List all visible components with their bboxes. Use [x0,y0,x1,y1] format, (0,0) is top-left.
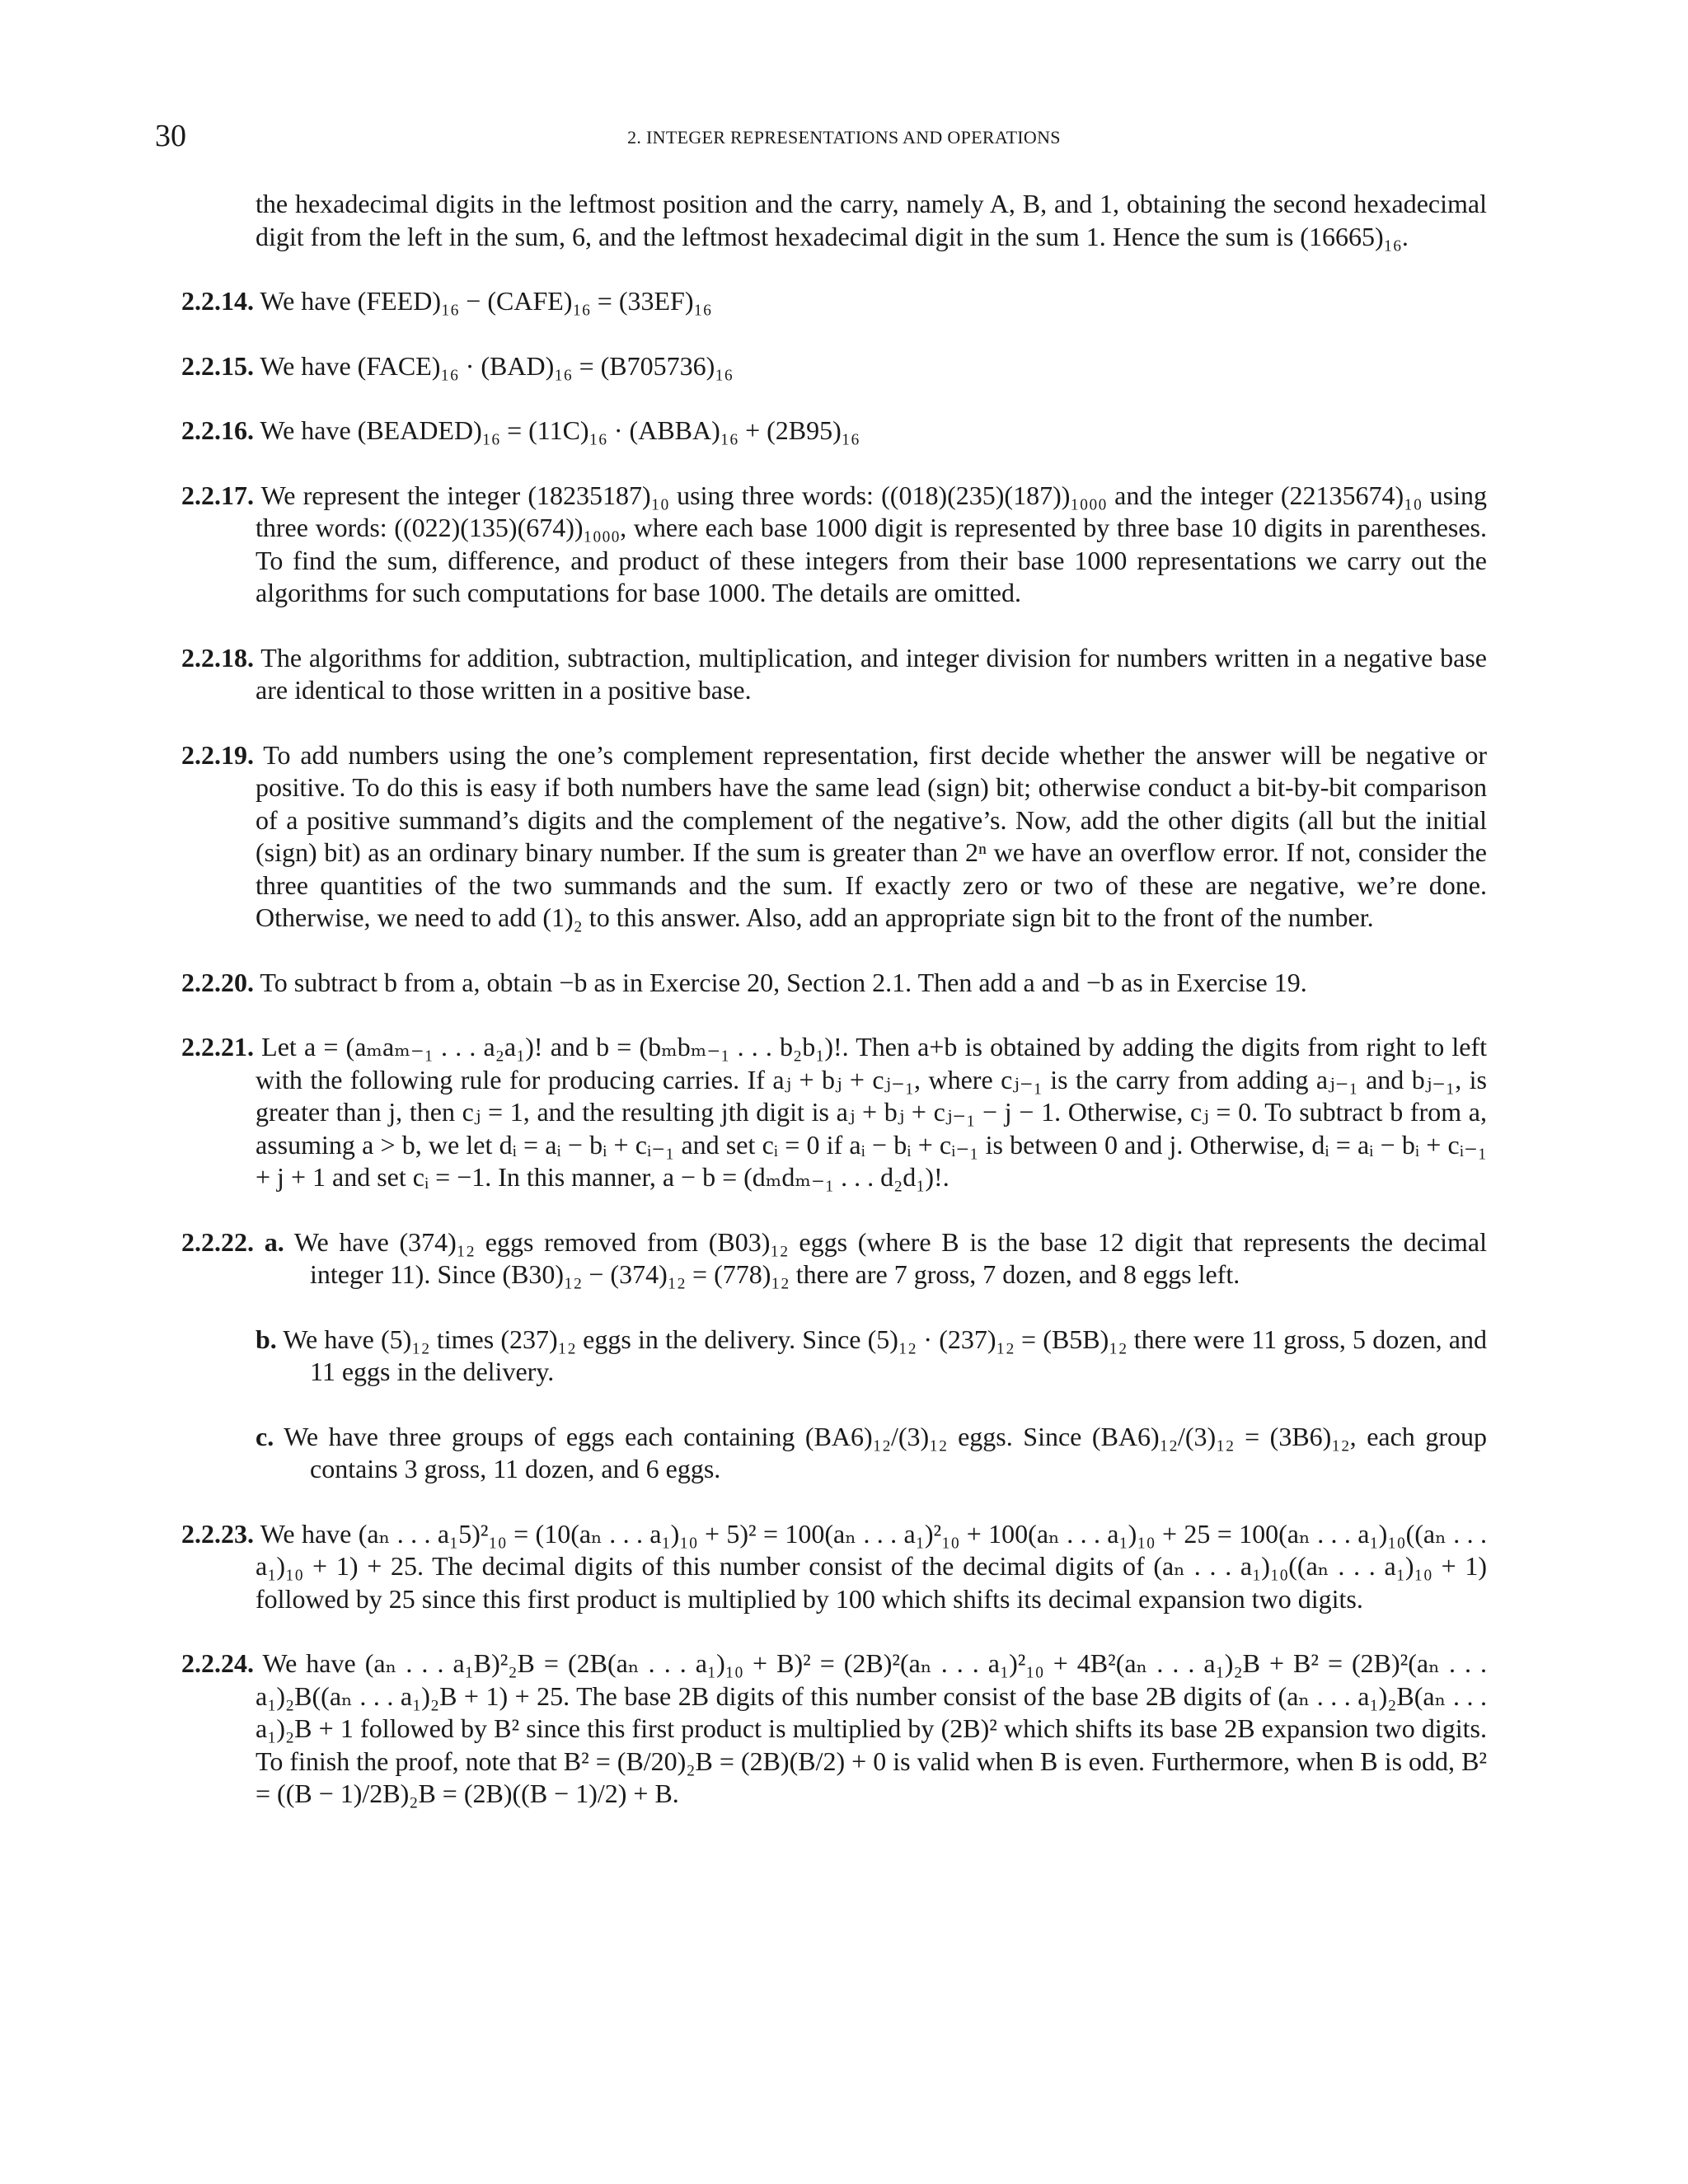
solutions-body [181,188,1487,1843]
exercise-2-2-22c [181,1421,1487,1486]
exercise-text: To subtract b from a, obtain −b as in Exercise 20, Section 2.1. Then add a and −b as in Exercise 19. [260,967,1307,997]
exercise-2-2-20 [181,967,1487,1000]
exercise-text: We have (aₙ . . . a₁5)²₁₀ = (10(aₙ . . . a₁)₁₀ + 5)² = 100(aₙ . . . a₁)²₁₀ + 100(aₙ . . . a₁)₁₀ + 25 = 100(aₙ . . . a₁)₁₀((aₙ . . . a₁)₁₀ + 1) + 25. The decimal digits of this number consist of the decimal digits of (aₙ . . . a₁)₁₀((aₙ . . . a₁)₁₀ + 1) followed by 25 since this first product is multiplied by 100 which shifts its decimal expansion two digits. [256,1518,1488,1614]
exercise-number: 2.2.18. [181,642,254,673]
exercise-part-label: b. [256,1324,277,1354]
exercise-2-2-24 [181,1647,1487,1811]
exercise-2-2-15 [181,350,1487,383]
exercise-number: 2.2.20. [181,967,254,997]
exercise-text: We have three groups of eggs each containing (BA6)₁₂/(3)₁₂ eggs. Since (BA6)₁₂/(3)₁₂ = (3B6)₁₂, each group contains 3 gross, 11 dozen, and 6 eggs. [284,1421,1488,1483]
exercise-number: 2.2.14. [181,286,254,316]
exercise-number: 2.2.21. [181,1032,254,1062]
exercise-number: 2.2.17. [181,480,254,510]
exercise-text: The algorithms for addition, subtraction, multiplication, and integer division for numbers written in a negative base are identical to those written in a positive base. [256,642,1488,705]
exercise-2-2-18 [181,642,1487,707]
exercise-2-2-23 [181,1518,1487,1616]
paragraph-text: the hexadecimal digits in the leftmost position and the carry, namely A, B, and 1, obtaining the second hexadecimal digit from the left in the sum, 6, and the leftmost hexadecimal digit in the sum 1. Hence the sum is (16665)₁₆. [256,189,1487,251]
continued-paragraph [181,188,1487,253]
exercise-text: We have (BEADED)₁₆ = (11C)₁₆ · (ABBA)₁₆ + (2B95)₁₆ [260,415,860,445]
exercise-2-2-17 [181,480,1487,610]
exercise-number: 2.2.16. [181,415,254,445]
running-title: 2. INTEGER REPRESENTATIONS AND OPERATIONS [627,127,1061,148]
exercise-text: We represent the integer (18235187)₁₀ using three words: ((018)(235)(187))₁₀₀₀ and the integer (22135674)₁₀ using three words: ((022)(135)(674))₁₀₀₀, where each base 1000 digit is represented by three base 10 digits in parentheses. To find the sum, difference, and product of these integers from their base 1000 representations we carry out the algorithms for such computations for base 1000. The details are omitted. [256,480,1488,607]
exercise-text: We have (aₙ . . . a₁B)²₂B = (2B(aₙ . . . a₁)₁₀ + B)² = (2B)²(aₙ . . . a₁)²₁₀ + 4B²(aₙ . . . a₁)₂B + B² = (2B)²(aₙ . . . a₁)₂B((aₙ . . . a₁)₂B + 1) + 25. The base 2B digits of this number consist of the base 2B digits of (aₙ . . . a₁)₂B(aₙ . . . a₁)₂B + 1 followed by B² since this first product is multiplied by (2B)² which shifts its base 2B expansion two digits. To finish the proof, note that B² = (B/20)₂B = (2B)(B/2) + 0 is valid when B is even. Furthermore, when B is odd, B² = ((B − 1)/2B)₂B = (2B)((B − 1)/2) + B. [256,1648,1488,1808]
exercise-text: To add numbers using the one’s complement representation, first decide whether the answer will be negative or positive. To do this is easy if both numbers have the same lead (sign) bit; otherwise conduct a bit-by-bit comparison of a positive summand’s digits and the complement of the negative’s. Now, add the other digits (all but the initial (sign) bit) as an ordinary binary number. If the sum is greater than 2ⁿ we have an overflow error. If not, consider the three quantities of the two summands and the sum. If exactly zero or two of these are negative, we’re done. Otherwise, we need to add (1)₂ to this answer. Also, add an appropriate sign bit to the front of the number. [256,739,1488,932]
exercise-text: We have (FACE)₁₆ · (BAD)₁₆ = (B705736)₁₆ [260,350,734,381]
exercise-number: 2.2.23. [181,1518,254,1549]
exercise-number: 2.2.19. [181,739,254,770]
exercise-2-2-22a [181,1226,1487,1291]
exercise-number: 2.2.15. [181,350,254,381]
exercise-text: We have (374)₁₂ eggs removed from (B03)₁₂ eggs (where B is the base 12 digit that represents the decimal integer 11). Since (B30)₁₂ − (374)₁₂ = (778)₁₂ there are 7 gross, 7 dozen, and 8 eggs left. [293,1226,1488,1289]
exercise-part-label: c. [256,1421,274,1451]
exercise-text: We have (FEED)₁₆ − (CAFE)₁₆ = (33EF)₁₆ [260,286,712,316]
exercise-2-2-14 [181,285,1487,318]
exercise-text: We have (5)₁₂ times (237)₁₂ eggs in the delivery. Since (5)₁₂ · (237)₁₂ = (B5B)₁₂ there were 11 gross, 5 dozen, and 11 eggs in the delivery. [283,1324,1488,1386]
page-number: 30 [155,119,186,153]
exercise-2-2-19 [181,739,1487,935]
exercise-2-2-21 [181,1031,1487,1194]
exercise-2-2-22b [181,1324,1487,1389]
exercise-text: Let a = (aₘaₘ₋₁ . . . a₂a₁)! and b = (bₘbₘ₋₁ . . . b₂b₁)!. Then a+b is obtained by adding the digits from right to left with the following rule for producing carries. If aⱼ + bⱼ + cⱼ₋₁, where cⱼ₋₁ is the carry from adding aⱼ₋₁ and bⱼ₋₁, is greater than j, then cⱼ = 1, and the resulting jth digit is aⱼ + bⱼ + cⱼ₋₁ − j − 1. Otherwise, cⱼ = 0. To subtract b from a, assuming a > b, we let dᵢ = aᵢ − bᵢ + cᵢ₋₁ and set cᵢ = 0 if aᵢ − bᵢ + cᵢ₋₁ is between 0 and j. Otherwise, dᵢ = aᵢ − bᵢ + cᵢ₋₁ + j + 1 and set cᵢ = −1. In this manner, a − b = (dₘdₘ₋₁ . . . d₂d₁)!. [256,1032,1488,1192]
exercise-2-2-16 [181,415,1487,448]
exercise-number: 2.2.24. [181,1648,254,1678]
exercise-number: 2.2.22. a. [181,1226,284,1257]
